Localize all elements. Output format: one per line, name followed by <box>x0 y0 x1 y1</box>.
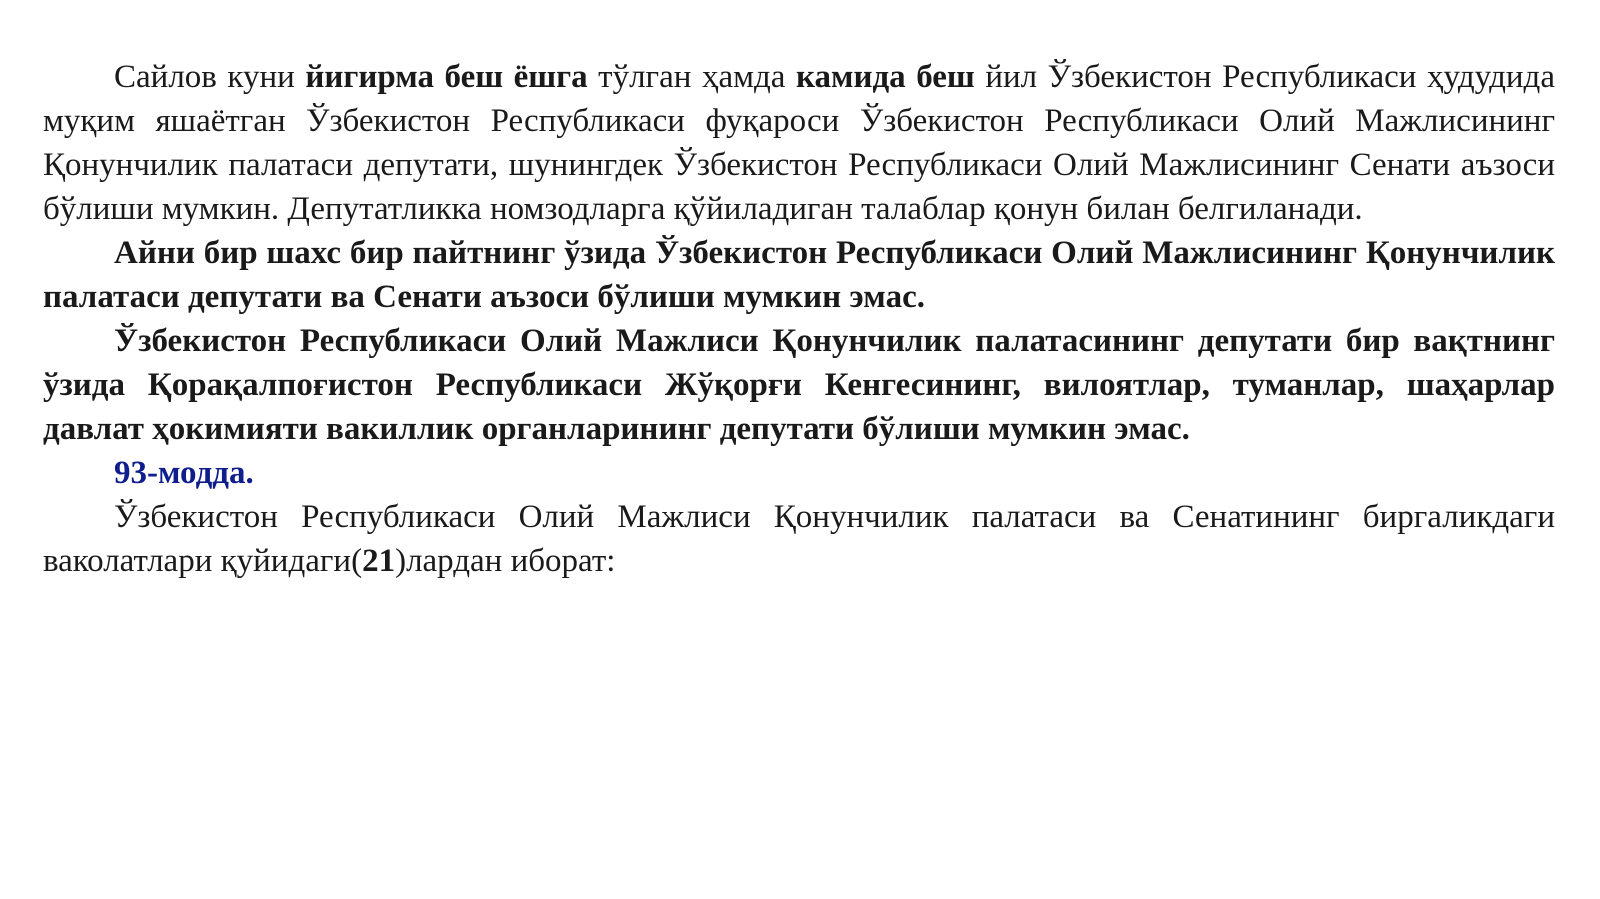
text-run: Сайлов куни <box>114 59 306 95</box>
paragraph-local-deputy-ban: Ўзбекистон Республикаси Олий Мажлиси Қонунчилик палатасининг депутати бир вақтнинг ўзида Қорақалпоғистон Республикаси Жўқорғи Кенгесининг, вилоятлар, туманлар, шаҳарлар давлат ҳокимияти вакиллик органларининг депутати бўлиши мумкин эмас. <box>43 323 1555 447</box>
bold-age-requirement: йигирма беш ёшга <box>305 59 588 95</box>
article-heading: 93-модда. <box>114 455 254 491</box>
document-body <box>43 55 1555 583</box>
bold-residency-requirement: камида беш <box>795 59 975 95</box>
paragraph-dual-membership-ban: Айни бир шахс бир пайтнинг ўзида Ўзбекистон Республикаси Олий Мажлисининг Қонунчилик палатаси депутати ва Сенати аъзоси бўлиши мумкин эмас. <box>43 235 1555 315</box>
paragraph-candidate-requirements <box>43 55 1555 231</box>
text-run: )лардан иборат: <box>395 543 616 579</box>
paragraph-joint-powers <box>43 495 1555 583</box>
text-run: Ўзбекистон Республикаси Олий Мажлиси Қонунчилик палатаси ва Сенатининг биргаликдаги ваколатлари қуйидаги( <box>43 499 1555 579</box>
text-run: йил Ўзбекистон Республикаси ҳудудида муқим яшаётган Ўзбекистон Республикаси фуқароси Ўзбекистон Республикаси Олий Мажлисининг Қонунчилик палатаси депутати, шунингдек Ўзбекистон Республикаси Олий Мажлисининг Сенати аъзоси бўлиши мумкин. Депутатликка номзодларга қўйиладиган талаблар қонун билан белгиланади. <box>43 59 1555 227</box>
bold-powers-count: 21 <box>362 543 396 579</box>
text-run: тўлган ҳамда <box>587 59 796 95</box>
